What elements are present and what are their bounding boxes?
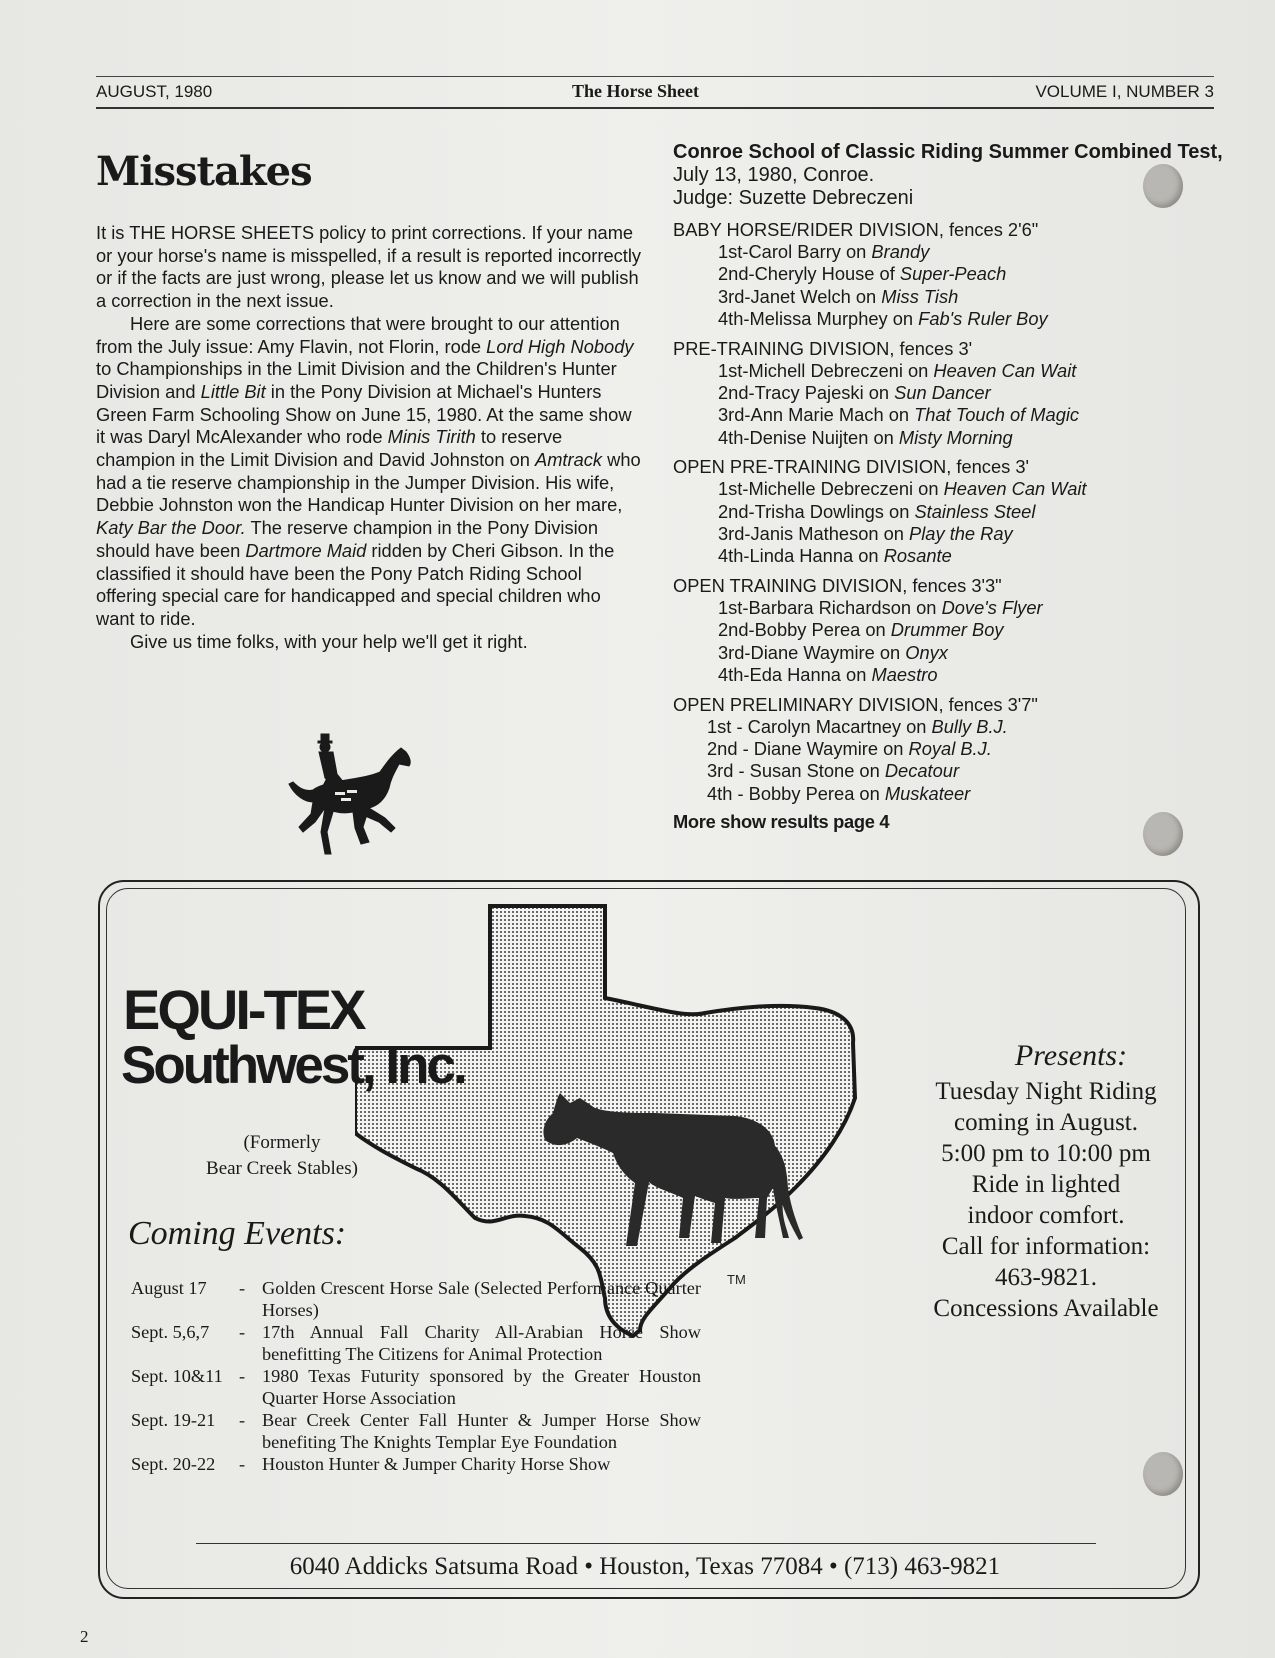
event-description: 1980 Texas Futurity sponsored by the Greater Houston Quarter Horse Association — [262, 1366, 701, 1408]
text-run: in the Pony Division at Michael's Hunters Green Farm Schooling Show on June 15, 1980. At the same show it was Daryl McAlexander who rode — [96, 380, 632, 448]
division-heading: OPEN PRELIMINARY DIVISION, fences 3'7" — [673, 693, 1038, 715]
text-run: who had a tie reserve championship in the Jumper Division. His wife, Debbie Johnston won the Handicap Hunter Division on her mare, — [96, 449, 641, 516]
results-title-date: July 13, 1980, Conroe. — [673, 164, 875, 186]
result-entry — [673, 360, 1233, 382]
result-entry — [673, 597, 1233, 619]
horse-name: Sun Dancer — [894, 382, 991, 404]
text-run: to reserve champion in the Limit Division and David Johnston on — [96, 426, 563, 471]
presents-line: 463-9821. — [994, 1264, 1098, 1291]
events-list — [131, 1277, 701, 1475]
event-date: Sept. 20-22 — [131, 1454, 216, 1474]
horse-name: Drummer Boy — [890, 619, 1004, 641]
presents-line: Tuesday Night Riding — [935, 1078, 1157, 1105]
presents-line: Concessions Available — [933, 1295, 1159, 1322]
more-results-note: More show results page 4 — [673, 811, 890, 833]
horse-name: Stainless Steel — [914, 500, 1036, 522]
event-date: August 17 — [131, 1278, 207, 1298]
issue-date: AUGUST, 1980 — [96, 82, 213, 101]
coming-events-heading: Coming Events: — [128, 1215, 347, 1252]
event-item — [131, 1409, 701, 1453]
rider-on-horse-illustration — [285, 732, 440, 867]
result-entry — [673, 664, 1233, 686]
result-entry — [673, 427, 1233, 449]
placing-rider: 1st - Carolyn Macartney on — [707, 715, 932, 737]
event-description: Golden Crescent Horse Sale (Selected Performance Quarter Horses) — [262, 1278, 701, 1320]
article-closing: Give us time folks, with your help we'll get it right. — [130, 630, 528, 652]
horse-name: Lord High Nobody — [486, 335, 634, 357]
result-entry — [673, 263, 1233, 285]
horse-name: Minis Tirith — [387, 426, 476, 448]
formerly-line1: (Formerly — [243, 1132, 321, 1153]
text-run: Here are some corrections that were brought to our attention from the July issue: Amy Flavin, not Florin, rode — [96, 312, 620, 357]
horse-name: Dartmore Maid — [245, 539, 367, 561]
horse-name: Decatour — [884, 760, 960, 782]
placing-rider: 1st-Michelle Debreczeni on — [718, 478, 944, 500]
placing-rider: 2nd-Cheryly House of — [718, 263, 900, 285]
result-entry — [673, 382, 1233, 404]
event-dash: - — [239, 1322, 246, 1342]
article-paragraph-corrections — [96, 313, 644, 631]
horse-name: Misty Morning — [898, 426, 1013, 448]
event-item — [131, 1321, 701, 1365]
placing-rider: 4th-Eda Hanna on — [718, 664, 872, 686]
placing-rider: 3rd-Janis Matheson on — [718, 523, 910, 545]
results-title-bold: Conroe School of Classic Riding Summer Combined Test, — [673, 141, 1223, 163]
presents-line: Call for information: — [941, 1233, 1151, 1260]
horse-name: Katy Bar the Door. — [96, 517, 246, 539]
publication-name: The Horse Sheet — [572, 81, 699, 101]
presents-line: 5:00 pm to 10:00 pm — [941, 1140, 1151, 1167]
trademark-mark: TM — [727, 1272, 746, 1287]
event-date: Sept. 5,6,7 — [131, 1322, 210, 1342]
horse-name: Bully B.J. — [931, 715, 1008, 737]
ad-divider — [196, 1543, 1096, 1544]
presents-line: coming in August. — [953, 1109, 1139, 1136]
results-title — [673, 141, 1233, 187]
horse-name: Heaven Can Wait — [933, 359, 1077, 381]
result-entry — [673, 308, 1233, 330]
result-entry — [673, 619, 1233, 641]
horse-name: Super-Peach — [899, 263, 1007, 285]
horse-name: Maestro — [871, 664, 938, 686]
division-heading: OPEN TRAINING DIVISION, fences 3'3" — [673, 574, 1002, 596]
result-entry — [673, 642, 1233, 664]
result-entry — [673, 738, 1233, 760]
placing-rider: 1st-Carol Barry on — [718, 241, 872, 262]
presents-title: Presents: — [1014, 1039, 1128, 1072]
horse-name: Heaven Can Wait — [943, 478, 1087, 500]
division-heading: OPEN PRE-TRAINING DIVISION, fences 3' — [673, 456, 1029, 478]
text-run: to Championships in the Limit Division and the Children's Hunter Division and — [96, 358, 617, 402]
text-run: The reserve champion in the Pony Division should have been — [96, 517, 598, 561]
placing-rider: 1st-Michell Debreczeni on — [718, 359, 934, 381]
result-entry — [673, 545, 1233, 567]
placing-rider: 4th-Melissa Murphey on — [718, 308, 919, 330]
result-entry — [673, 716, 1233, 738]
placing-rider: 2nd-Tracy Pajeski on — [718, 382, 895, 404]
horse-name: Dove's Flyer — [941, 596, 1043, 618]
formerly-line2: Bear Creek Stables) — [206, 1158, 358, 1179]
event-description: Houston Hunter & Jumper Charity Horse Show — [262, 1454, 611, 1474]
event-dash: - — [239, 1366, 246, 1386]
misstakes-article — [96, 222, 644, 653]
event-item — [131, 1277, 701, 1321]
placing-rider: 3rd-Ann Marie Mach on — [718, 404, 915, 426]
result-entry — [673, 404, 1233, 426]
horse-name: Rosante — [883, 545, 952, 567]
horse-name: Muskateer — [884, 782, 971, 804]
placing-rider: 3rd - Susan Stone on — [707, 760, 885, 782]
misstakes-heading: Misstakes — [96, 148, 312, 195]
horse-name: That Touch of Magic — [914, 404, 1080, 426]
placing-rider: 4th-Linda Hanna on — [718, 545, 884, 567]
text-run: ridden by Cheri Gibson. In the classified it should have been the Pony Patch Riding School offering special care for handicapped and special children who want to ride. — [96, 539, 615, 629]
placing-rider: 4th - Bobby Perea on — [707, 782, 885, 804]
result-entry — [673, 478, 1233, 500]
horse-name: Fab's Ruler Boy — [918, 308, 1048, 330]
event-dash: - — [239, 1454, 246, 1474]
result-entry — [673, 760, 1233, 782]
address-footer: 6040 Addicks Satsuma Road • Houston, Texas 77084 • (713) 463-9821 — [289, 1553, 1001, 1580]
company-name-line1: EQUI-TEX — [123, 978, 364, 1041]
result-entry — [673, 783, 1233, 805]
event-dash: - — [239, 1410, 246, 1430]
show-results — [673, 141, 1233, 833]
presents-line: indoor comfort. — [967, 1202, 1125, 1229]
article-paragraph: It is THE HORSE SHEETS policy to print corrections. If your name or your horse's name is misspelled, if a result is reported incorrectly or if the facts are just wrong, please let us know and we will publish a correction in the next issue. — [96, 222, 642, 312]
results-judge: Judge: Suzette Debreczeni — [673, 187, 914, 209]
horse-name: Miss Tish — [881, 285, 959, 307]
placing-rider: 2nd-Bobby Perea on — [718, 619, 891, 641]
texas-map-logo — [355, 898, 915, 1338]
placing-rider: 4th-Denise Nuijten on — [718, 426, 899, 448]
page-number: 2 — [80, 1627, 89, 1646]
division-heading: BABY HORSE/RIDER DIVISION, fences 2'6" — [673, 219, 1039, 240]
result-entry — [673, 501, 1233, 523]
placing-rider: 3rd-Diane Waymire on — [718, 641, 906, 663]
placing-rider: 1st-Barbara Richardson on — [718, 596, 942, 618]
horse-name: Brandy — [871, 241, 930, 262]
horse-name: Little Bit — [200, 380, 266, 402]
event-date: Sept. 10&11 — [131, 1366, 223, 1386]
placing-rider: 2nd - Diane Waymire on — [707, 737, 909, 759]
volume-number: VOLUME I, NUMBER 3 — [1035, 82, 1214, 101]
event-item — [131, 1365, 701, 1409]
presents-line: Ride in lighted — [971, 1171, 1121, 1198]
event-description: Bear Creek Center Fall Hunter & Jumper Horse Show benefiting The Knights Templar Eye Foundation — [262, 1410, 701, 1452]
page-header — [96, 76, 1214, 109]
company-name-line2: Southwest, Inc. — [121, 1036, 465, 1095]
result-entry — [673, 286, 1233, 308]
horse-name: Onyx — [905, 641, 948, 663]
formerly-note — [172, 1130, 392, 1182]
event-date: Sept. 19-21 — [131, 1410, 216, 1430]
horse-name: Royal B.J. — [908, 737, 992, 759]
presents-block — [886, 1036, 1206, 1324]
division-list — [673, 218, 1233, 805]
division-heading: PRE-TRAINING DIVISION, fences 3' — [673, 337, 973, 359]
horse-name: Play the Ray — [909, 523, 1013, 545]
event-description: 17th Annual Fall Charity All-Arabian Horse Show benefitting The Citizens for Animal Protection — [262, 1322, 701, 1364]
horse-name: Amtrack — [535, 449, 603, 471]
placing-rider: 2nd-Trisha Dowlings on — [718, 500, 915, 522]
result-entry — [673, 523, 1233, 545]
result-entry — [673, 241, 1233, 263]
placing-rider: 3rd-Janet Welch on — [718, 285, 882, 307]
event-item — [131, 1453, 701, 1475]
event-dash: - — [239, 1278, 246, 1298]
